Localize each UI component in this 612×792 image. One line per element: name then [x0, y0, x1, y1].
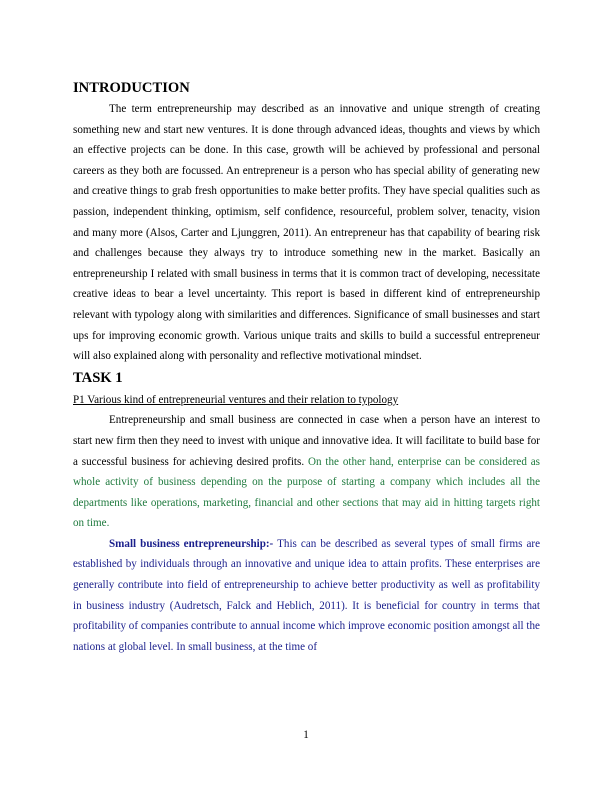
task1-paragraph-1: [73, 410, 540, 534]
page-number: 1: [303, 729, 309, 741]
introduction-paragraph: The term entrepreneurship may described as an innovative and unique strength of creating something new and start new ventures. It is done through advanced ideas, thoughts and views by which an effective projects can be done. In this case, growth will be achieved by professional and personal careers as they both are focussed. An entrepreneur is a person who has special ability of generating new and creative things to grab fresh opportunities to make better profits. They have special qualities such as passion, independent thinking, optimism, self confidence, resourceful, problem solver, tenacity, vision and many more (Alsos, Carter and Ljunggren, 2011). An entrepreneur has that capability of bearing risk and challenges because they always try to introduce something new in the market. Basically an entrepreneurship I related with small business in terms that it is common tract of developing, necessitate creative ideas to bear a level uncertainty. This report is based in different kind of entrepreneurship relevant with typology along with similarities and differences. Significance of small businesses and start ups for improving economic growth. Various unique traits and skills to build a successful entrepreneur will also explained along with personality and reflective motivational mindset.: [73, 103, 540, 363]
para1-green-text: On the other hand, enterprise can be considered as whole activity of business depending on the purpose of starting a company which includes all the departments like operations, marketing, financial and other sections that may aid in hitting targets right on time.: [73, 455, 541, 530]
task1-heading: TASK 1: [73, 369, 123, 386]
page-content: [73, 78, 540, 657]
task1-paragraph-2: [73, 534, 540, 658]
small-business-definition: This can be described as several types of small firms are established by individuals through an innovative and unique idea to attain profits. These enterprises are generally contribute into field of entrepreneurship to achieve better productivity as well as profitability in business industry (Audretsch, Falck and Heblich, 2011). It is beneficial for country in terms that profitability of companies contribute to annual income which improve economic position amongst all the nations at global level. In small business, at the time of: [73, 537, 541, 653]
task1-subheading: P1 Various kind of entrepreneurial ventures and their relation to typology: [73, 393, 399, 406]
para1-black-text: Entrepreneurship and small business are connected in case when a person have an interest to start new firm then they need to invest with unique and innovative idea. It will facilitate to build base for a successful business for achieving desired profits.: [73, 414, 540, 468]
small-business-term: Small business entrepreneurship:-: [109, 537, 274, 550]
introduction-heading: INTRODUCTION: [73, 80, 190, 96]
